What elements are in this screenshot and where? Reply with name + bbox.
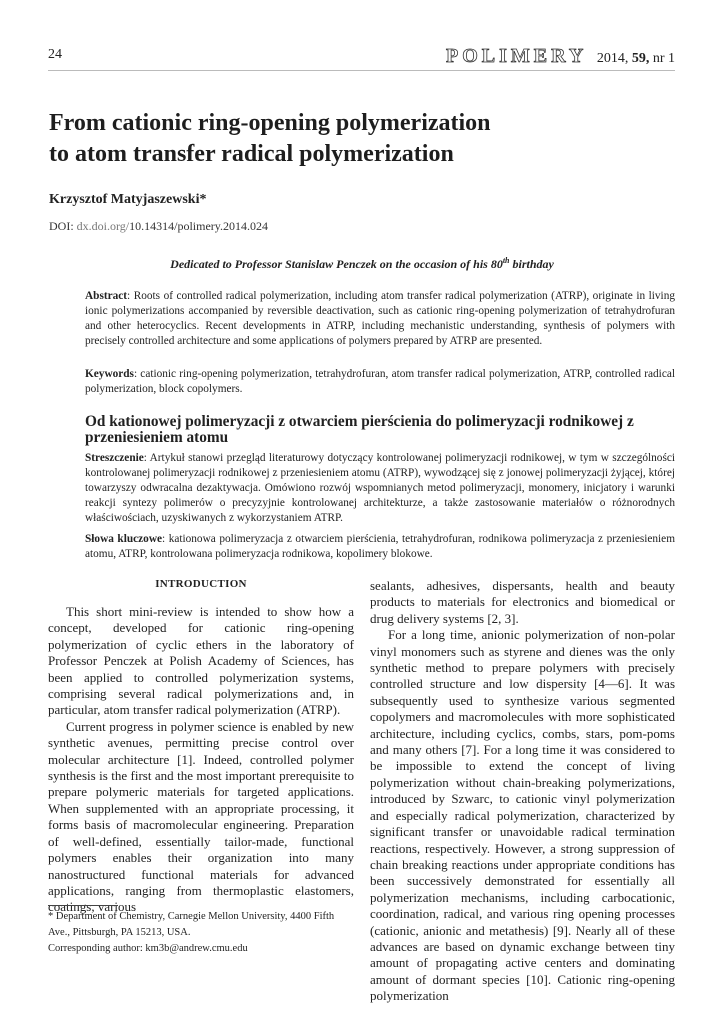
doi-number: 10.14314/polimery.2014.024	[129, 219, 269, 233]
footnote-corresponding: Corresponding author: km3b@andrew.cmu.edu	[48, 943, 248, 954]
paragraph: Current progress in polymer science is enabled by new synthetic avenues, permitting precise control over molecular architecture [1]. Indeed, controlled polymer synthesis is the first and the most important prerequisite to prepare polymeric materials for targeted applications. When supplemented with an appropriate processing, it forms basis of macromolecular engineering. Preparation of well-defined, essentially tailor-made, functional polymers enables their organization into many nanostructured functional materials for advanced applications, ranging from thermoplastic elastomers, coatings, various	[48, 718, 354, 915]
title-line-2: to atom transfer radical polymerization	[49, 141, 454, 167]
doi	[49, 219, 268, 234]
journal-name: POLIMERY	[446, 45, 588, 67]
footnote-affiliation: * Department of Chemistry, Carnegie Mellon University, 4400 Fifth Ave., Pittsburgh, PA 15213, USA.	[48, 911, 335, 938]
header-rule	[48, 70, 675, 71]
journal-header	[446, 45, 675, 68]
dedication-text: Dedicated to Professor Stanislaw Penczek on the occasion of his 80	[170, 257, 503, 271]
footnote	[48, 909, 358, 957]
dedication	[49, 256, 675, 272]
journal-issue: nr 1	[652, 51, 675, 66]
page-number: 24	[48, 47, 62, 62]
paragraph: This short mini-review is intended to show how a concept, developed for cationic ring-opening polymerization of cyclic ethers in the laboratory of Professor Penczek at Polish Academy of Sciences, has been applied to controlled polymerization systems, comprising several radical polymerizations and, in particular, atom transfer radical polymerization (ATRP).	[48, 604, 354, 718]
doi-label: DOI:	[49, 219, 74, 233]
keywords	[85, 367, 675, 397]
article-title	[49, 108, 649, 170]
abstract-text: : Roots of controlled radical polymerization, including atom transfer radical polymerization (ATRP), originate in living ionic polymerizations accompanied by reversible deactivation, such as cationic ring-opening polymerization of tetrahydrofuran and other heterocyclics. Recent developments in ATRP, including mechanistic understanding, synthesis of polymers with precisely controlled architecture and some applications of polymers prepared by ATRP are presented.	[85, 290, 675, 347]
right-column	[370, 578, 675, 1005]
polish-title: Od kationowej polimeryzacji z otwarciem pierścienia do polimeryzacji rodnikowej z przeniesieniem atomu	[85, 413, 634, 446]
doi-link[interactable]: dx.doi.org/	[76, 219, 130, 233]
journal-volume: 59,	[631, 51, 650, 66]
slowa-text: : kationowa polimeryzacja z otwarciem pierścienia, tetrahydrofuran, rodnikowa polimeryzacja z przeniesieniem atomu, ATRP, kontrolowana polimeryzacja rodnikowa, kopolimery blokowe.	[85, 533, 675, 560]
paragraph: For a long time, anionic polymerization of non-polar vinyl monomers such as styrene and dienes was the only synthetic method to prepare polymers with precisely controlled structure and low dispersity [4—6]. It was subsequently used to synthesize various segmented copolymers and macromolecules with more sophisticated architecture, including cyclics, combs, stars, pom-poms and many others [7]. For a long time it was considered to be impossible to extend the concept of living polymerization without chain-breaking polymerizations, introduced by Szwarc, to cationic vinyl polymerization and especially radical polymerization, characterized by significant transfer or unavoidable radical termination reactions, respectively. However, a strong suppression of chain breaking reactions under appropriate conditions has been successively demonstrated for essentially all polymerization mechanisms, including carbocationic, coordination, radical, and various ring opening processes (cationic, anionic and metathesis) [9]. Nearly all of these advances are based on dynamic exchange between tiny amount of propagating active centers and dominating amount of dormant species [10]. Cationic ring-opening polymerization	[370, 627, 675, 1004]
slowa-label: Słowa kluczowe	[85, 533, 162, 545]
streszczenie-text: : Artykuł stanowi przegląd literaturowy dotyczący kontrolowanej polimeryzacji rodnikowej, w tym w szczególności kontrolowanej polimeryzacji rodnikowej z przeniesieniem atomu (ATRP), wywodzącej się z jonowej polimeryzacji żyjącej, której towarzyszy odwracalna dezaktywacja. Omówiono rozwój wspomnianych metod polimeryzacji, monomery, inicjatory i warunki reakcji syntezy polimerów o precyzyjnie kontrolowanej architekturze, a także zastosowanie materiałów o różnorodnych właściwościach, uzyskiwanych z wykorzystaniem ATRP.	[85, 452, 675, 524]
dedication-end: birthday	[509, 257, 554, 271]
keywords-label: Keywords	[85, 368, 134, 380]
abstract-label: Abstract	[85, 290, 128, 302]
dedication-superscript: th	[502, 256, 510, 265]
paragraph: sealants, adhesives, dispersants, health and beauty products to materials for electronics and biomedical or drug delivery systems [2, 3].	[370, 578, 675, 626]
abstract	[85, 289, 675, 349]
streszczenie-label: Streszczenie	[85, 452, 144, 464]
author-name: Krzysztof Matyjaszewski*	[49, 192, 207, 207]
keywords-text: : cationic ring-opening polymerization, tetrahydrofuran, atom transfer radical polymerization, ATRP, controlled radical polymerization, block copolymers.	[85, 368, 675, 395]
introduction-heading: INTRODUCTION	[155, 578, 247, 590]
slowa-kluczowe	[85, 532, 675, 562]
title-line-1: From cationic ring-opening polymerization	[49, 110, 491, 136]
left-column	[48, 604, 354, 916]
footnote-rule	[48, 905, 118, 906]
streszczenie	[85, 451, 675, 526]
journal-year: 2014,	[596, 51, 629, 66]
